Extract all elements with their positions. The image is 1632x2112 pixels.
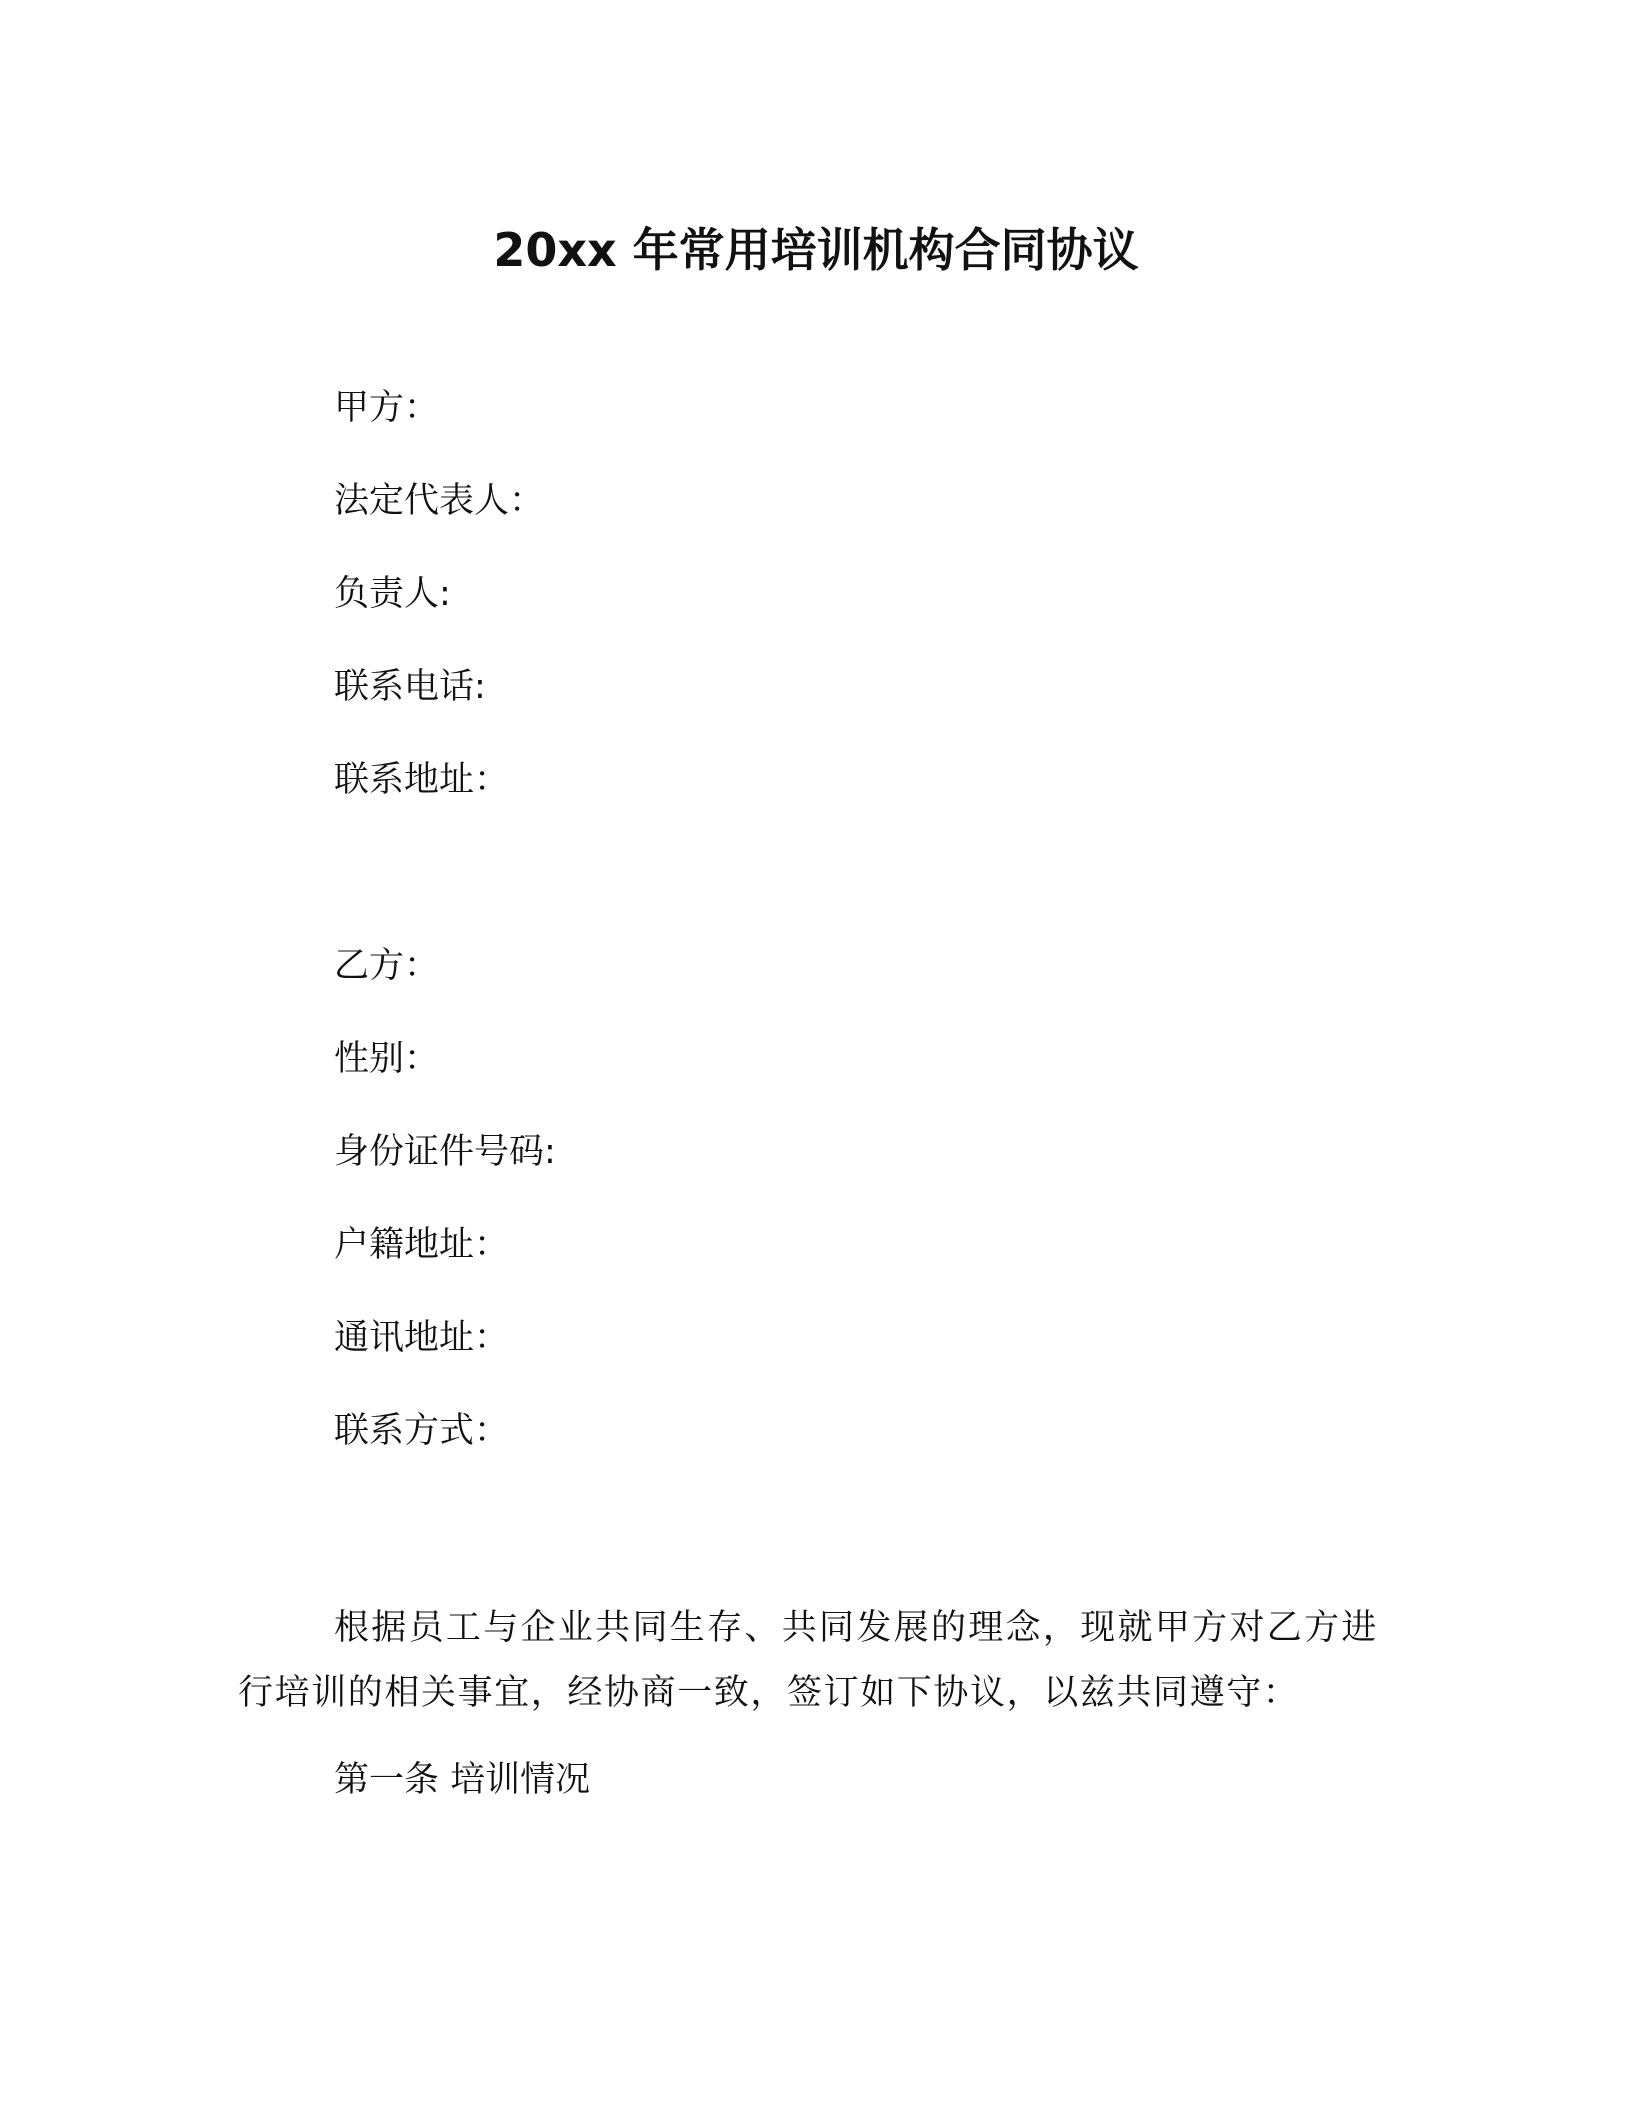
party-a-legal-rep-field: 法定代表人： (334, 481, 545, 521)
preamble-paragraph: 根据员工与企业共同生存、共同发展的理念，现就甲方对乙方进行培训的相关事宜，经协商一致，签订如下协议，以兹共同遵守： (238, 1608, 1378, 1713)
party-a-person-in-charge-field: 负责人: (334, 574, 451, 614)
party-b-name-field: 乙方： (334, 946, 440, 986)
party-b-gender-field: 性别： (334, 1039, 440, 1079)
party-b-mailing-address-field: 通讯地址： (334, 1318, 510, 1358)
party-b-id-number-field: 身份证件号码: (334, 1132, 556, 1172)
party-b-household-address-field: 户籍地址： (334, 1225, 510, 1265)
party-a-name-field: 甲方： (334, 388, 440, 428)
party-b-contact-field: 联系方式： (334, 1411, 510, 1451)
party-a-address-field: 联系地址： (334, 760, 510, 800)
party-a-phone-field: 联系电话: (334, 667, 486, 707)
section-1-heading: 第一条 培训情况 (334, 1760, 591, 1800)
document-title: 20xx 年常用培训机构合同协议 (493, 223, 1139, 277)
